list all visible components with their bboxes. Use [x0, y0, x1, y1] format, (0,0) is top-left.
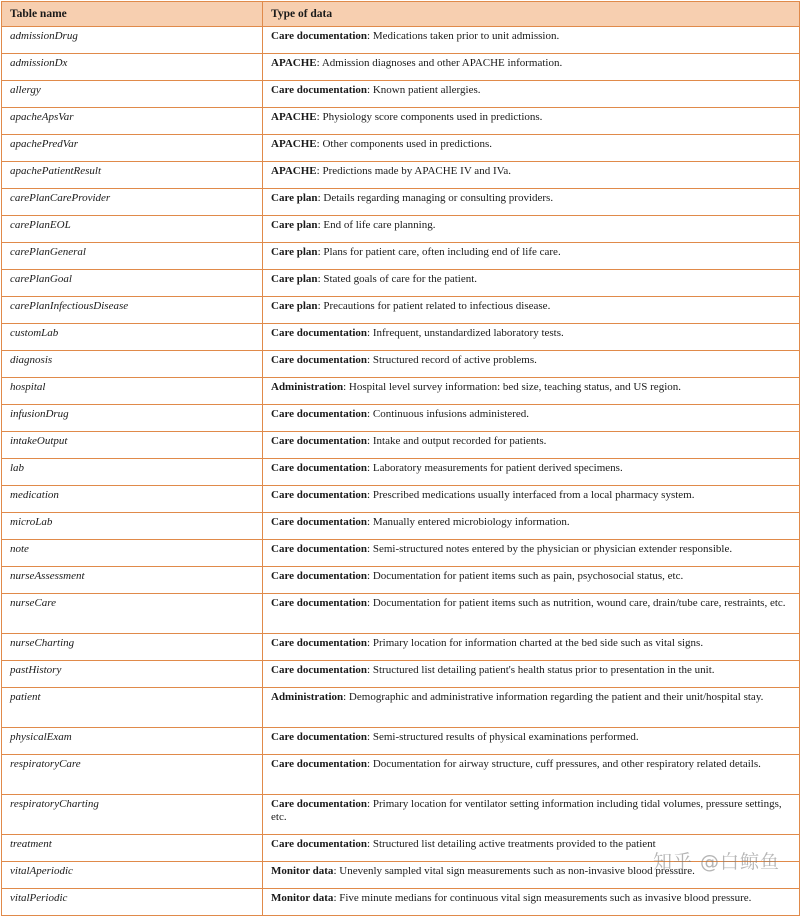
type-of-data-cell: [263, 755, 800, 795]
data-description: : Stated goals of care for the patient.: [317, 273, 478, 285]
table-name-cell: allergy: [2, 81, 263, 108]
table-name-cell: carePlanEOL: [2, 216, 263, 243]
table-row: [2, 324, 800, 351]
data-description: : Structured list detailing active treatments provided to the patient: [367, 838, 656, 850]
data-category: Monitor data: [271, 865, 334, 877]
data-description: : Details regarding managing or consulting providers.: [317, 192, 554, 204]
table-row: [2, 594, 800, 634]
type-of-data-cell: [263, 540, 800, 567]
data-category: Care documentation: [271, 543, 368, 555]
table-name-cell: vitalPeriodic: [2, 889, 263, 916]
table-name-cell: carePlanCareProvider: [2, 189, 263, 216]
data-category: Care documentation: [271, 408, 368, 420]
type-of-data-cell: [263, 27, 800, 54]
table-name-cell: vitalAperiodic: [2, 862, 263, 889]
data-category: Care documentation: [271, 84, 368, 96]
data-category: Care plan: [271, 192, 318, 204]
type-of-data-cell: [263, 270, 800, 297]
type-of-data-cell: [263, 862, 800, 889]
data-category: Care documentation: [271, 354, 368, 366]
data-description: : Intake and output recorded for patients.: [367, 435, 547, 447]
data-category: APACHE: [271, 165, 317, 177]
type-of-data-cell: [263, 216, 800, 243]
table-name-cell: medication: [2, 486, 263, 513]
data-description: : Known patient allergies.: [367, 84, 481, 96]
table-name-cell: admissionDx: [2, 54, 263, 81]
data-category: Administration: [271, 691, 344, 703]
table-row: [2, 378, 800, 405]
data-description: : Semi-structured results of physical examinations performed.: [367, 731, 639, 743]
data-category: APACHE: [271, 57, 317, 69]
data-description: : Infrequent, unstandardized laboratory tests.: [367, 327, 564, 339]
data-category: Care plan: [271, 300, 318, 312]
data-category: Monitor data: [271, 892, 334, 904]
data-description: : Other components used in predictions.: [316, 138, 492, 150]
data-description: : Documentation for patient items such as nutrition, wound care, drain/tube care, restraints, etc.: [367, 597, 786, 609]
data-category: APACHE: [271, 138, 317, 150]
data-description: : Structured record of active problems.: [367, 354, 537, 366]
data-category: Care documentation: [271, 664, 368, 676]
type-of-data-cell: [263, 795, 800, 835]
table-row: [2, 634, 800, 661]
table-row: [2, 432, 800, 459]
table-name-cell: carePlanGoal: [2, 270, 263, 297]
type-of-data-cell: [263, 324, 800, 351]
data-category: Care plan: [271, 246, 318, 258]
table-row: [2, 835, 800, 862]
type-of-data-cell: [263, 513, 800, 540]
data-description: : Manually entered microbiology information.: [367, 516, 570, 528]
table-row: [2, 162, 800, 189]
data-description: : Hospital level survey information: bed size, teaching status, and US region.: [343, 381, 681, 393]
data-description: : Prescribed medications usually interfaced from a local pharmacy system.: [367, 489, 695, 501]
table-row: [2, 189, 800, 216]
table-row: [2, 862, 800, 889]
data-description: : Plans for patient care, often including end of life care.: [317, 246, 561, 258]
type-of-data-cell: [263, 661, 800, 688]
type-of-data-cell: [263, 189, 800, 216]
watermark: 知乎 @白鲸鱼: [652, 851, 780, 873]
table-name-cell: respiratoryCare: [2, 755, 263, 795]
data-description: : Demographic and administrative information regarding the patient and their unit/hospital stay.: [343, 691, 764, 703]
table-row: [2, 135, 800, 162]
table-row: [2, 216, 800, 243]
data-category: Care documentation: [271, 597, 368, 609]
table-row: [2, 567, 800, 594]
data-category: Care documentation: [271, 838, 368, 850]
table-row: [2, 243, 800, 270]
data-description: : Primary location for information charted at the bed side such as vital signs.: [367, 637, 704, 649]
table-body: [2, 27, 800, 916]
table-name-cell: respiratoryCharting: [2, 795, 263, 835]
type-of-data-cell: [263, 54, 800, 81]
table-row: [2, 540, 800, 567]
type-of-data-cell: [263, 351, 800, 378]
type-of-data-cell: [263, 405, 800, 432]
data-category: Care documentation: [271, 462, 368, 474]
data-description: : Documentation for patient items such as pain, psychosocial status, etc.: [367, 570, 684, 582]
table-name-cell: diagnosis: [2, 351, 263, 378]
type-of-data-cell: [263, 297, 800, 324]
data-category: Care documentation: [271, 489, 368, 501]
data-description: : Continuous infusions administered.: [367, 408, 529, 420]
type-of-data-cell: [263, 486, 800, 513]
data-description: : Laboratory measurements for patient derived specimens.: [367, 462, 623, 474]
table-name-cell: nurseCare: [2, 594, 263, 634]
table-name-cell: apachePredVar: [2, 135, 263, 162]
table-row: [2, 795, 800, 835]
data-category: Care plan: [271, 273, 318, 285]
data-category: Care documentation: [271, 798, 368, 810]
table-row: [2, 755, 800, 795]
data-category: Care documentation: [271, 435, 368, 447]
type-of-data-cell: [263, 432, 800, 459]
table-row: [2, 889, 800, 916]
table-row: [2, 486, 800, 513]
data-category: Administration: [271, 381, 344, 393]
table-name-cell: apacheApsVar: [2, 108, 263, 135]
table-row: [2, 688, 800, 728]
table-name-cell: customLab: [2, 324, 263, 351]
table-row: [2, 270, 800, 297]
type-of-data-cell: [263, 162, 800, 189]
data-description: : Precautions for patient related to infectious disease.: [317, 300, 551, 312]
type-of-data-cell: [263, 243, 800, 270]
table-row: [2, 54, 800, 81]
table-row: [2, 513, 800, 540]
table-row: [2, 108, 800, 135]
table-name-cell: nurseCharting: [2, 634, 263, 661]
table-row: [2, 459, 800, 486]
table-name-cell: microLab: [2, 513, 263, 540]
type-of-data-cell: [263, 688, 800, 728]
data-category: Care documentation: [271, 570, 368, 582]
type-of-data-cell: [263, 378, 800, 405]
data-description: : Structured list detailing patient's health status prior to presentation in the unit.: [367, 664, 715, 676]
data-category: Care documentation: [271, 327, 368, 339]
table-name-cell: hospital: [2, 378, 263, 405]
type-of-data-cell: [263, 835, 800, 862]
table-row: [2, 81, 800, 108]
data-category: Care documentation: [271, 637, 368, 649]
table-name-cell: patient: [2, 688, 263, 728]
table-header-row: [2, 2, 800, 27]
type-of-data-cell: [263, 81, 800, 108]
type-of-data-cell: [263, 594, 800, 634]
data-description: : Five minute medians for continuous vital sign measurements such as invasive blood pressure.: [333, 892, 752, 904]
table-row: [2, 661, 800, 688]
table-name-cell: physicalExam: [2, 728, 263, 755]
table-name-cell: intakeOutput: [2, 432, 263, 459]
data-category: Care documentation: [271, 516, 368, 528]
data-description: : Unevenly sampled vital sign measurements such as non-invasive blood pressure.: [333, 865, 695, 877]
table-row: [2, 297, 800, 324]
table-name-cell: nurseAssessment: [2, 567, 263, 594]
data-description: : End of life care planning.: [317, 219, 436, 231]
table-row: [2, 728, 800, 755]
type-of-data-cell: [263, 135, 800, 162]
table-name-cell: apachePatientResult: [2, 162, 263, 189]
table-name-cell: admissionDrug: [2, 27, 263, 54]
table-name-cell: carePlanGeneral: [2, 243, 263, 270]
table-name-cell: note: [2, 540, 263, 567]
data-description: : Documentation for airway structure, cuff pressures, and other respiratory related details.: [367, 758, 761, 770]
data-category: Care plan: [271, 219, 318, 231]
column-header-type-of-data: Type of data: [263, 2, 800, 27]
data-description: : Admission diagnoses and other APACHE information.: [316, 57, 563, 69]
data-description: : Primary location for ventilator setting information including tidal volumes, pressure settings, etc.: [271, 798, 782, 823]
table-name-cell: lab: [2, 459, 263, 486]
data-description: : Medications taken prior to unit admission.: [367, 30, 560, 42]
data-category: Care documentation: [271, 30, 368, 42]
type-of-data-cell: [263, 567, 800, 594]
data-description: : Predictions made by APACHE IV and IVa.: [316, 165, 511, 177]
data-description: : Physiology score components used in predictions.: [316, 111, 543, 123]
table-row: [2, 405, 800, 432]
type-of-data-cell: [263, 889, 800, 916]
data-category: APACHE: [271, 111, 317, 123]
table-name-cell: pastHistory: [2, 661, 263, 688]
type-of-data-cell: [263, 634, 800, 661]
type-of-data-cell: [263, 728, 800, 755]
data-description: : Semi-structured notes entered by the physician or physician extender responsible.: [367, 543, 733, 555]
eicu-tables-table: [1, 1, 800, 916]
data-category: Care documentation: [271, 758, 368, 770]
table-row: [2, 27, 800, 54]
data-category: Care documentation: [271, 731, 368, 743]
table-row: [2, 351, 800, 378]
type-of-data-cell: [263, 459, 800, 486]
column-header-table-name: Table name: [2, 2, 263, 27]
table-name-cell: infusionDrug: [2, 405, 263, 432]
type-of-data-cell: [263, 108, 800, 135]
table-name-cell: carePlanInfectiousDisease: [2, 297, 263, 324]
table-name-cell: treatment: [2, 835, 263, 862]
